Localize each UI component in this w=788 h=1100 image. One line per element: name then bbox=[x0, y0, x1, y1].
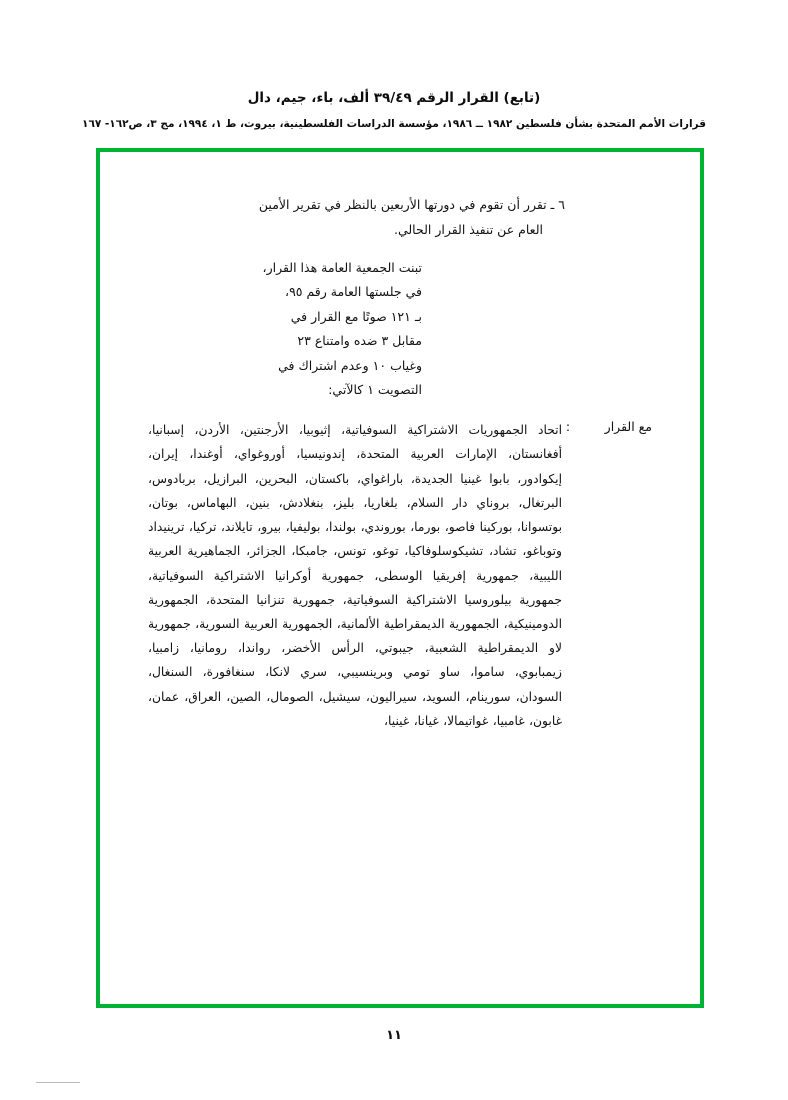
content-frame-inner bbox=[100, 152, 700, 1004]
vote-in-favor-section bbox=[140, 418, 660, 733]
clause-six-line-1: ٦ ـ تقرر أن تقوم في دورتها الأربعين بالنظر في تقرير الأمين bbox=[258, 197, 565, 212]
adoption-line: تبنت الجمعية العامة هذا القرار، bbox=[262, 260, 422, 275]
adoption-line: بـ ١٢١ صوتًا مع القرار في bbox=[290, 308, 422, 324]
document-source-citation: قرارات الأمم المتحدة بشأن فلسطين ١٩٨٢ ــ ١٩٨٦، مؤسسة الدراسات الفلسطينية، بيروت، ط ١، ١٩٩٤، مج ٣، ص١٦٢- ١٦٧ bbox=[82, 118, 706, 131]
bottom-rule-divider bbox=[36, 1082, 80, 1083]
vote-in-favor-country-list: اتحاد الجمهوريات الاشتراكية السوفياتية، إثيوبيا، الأرجنتين، الأردن، إسبانيا، أفغانستان، الإمارات العربية المتحدة، إندونيسيا، أوروغواي، أوغندا، إيران، إيكوادور، بابوا غينيا الجديدة، باراغواي، باكستان، البحرين، البرازيل، بربادوس، البرتغال، بروناي دار السلام، بلغاريا، بليز، بنغلادش، بنين، البهاماس، بوتان، بوتسوانا، بوركينا فاصو، بورما، بوروندي، بولندا، بوليفيا، بيرو، تايلاند، تركيا، ترينيداد وتوباغو، تشاد، تشيكوسلوفاكيا، توغو، تونس، جامبكا، الجزائر، الجماهيرية العربية الليبية، جمهورية إفريقيا الوسطى، جمهورية أوكرانيا الاشتراكية السوفياتية، جمهورية بيلوروسيا الاشتراكية السوفياتية، جمهورية تنزانيا المتحدة، الجمهورية الدومينيكية، الجمهورية الديمقراطية الألمانية، الجمهورية العربية السورية، جمهورية لاو الديمقراطية الشعبية، جيبوتي، الرأس الأخضر، رواندا، رومانيا، زامبيا، زيمبابوي، ساموا، ساو تومي وبرينسيبي، سري لانكا، سنغافورة، السنغال، السودان، سورينام، السويد، سيراليون، سيشيل، الصومال، الصين، العراق، عمان، غابون، غامبيا، غواتيمالا، غيانا، غينيا، bbox=[148, 423, 562, 728]
adoption-line: في جلستها العامة رقم ٩٥، bbox=[285, 284, 422, 300]
clause-six bbox=[235, 192, 565, 242]
adoption-line: مقابل ٣ ضده وامتناع ٢٣ bbox=[297, 333, 422, 349]
adoption-line: التصويت ١ كالآتي: bbox=[328, 381, 422, 397]
page-header bbox=[0, 0, 788, 133]
document-title: (تابع) القرار الرقم ٣٩/٤٩ ألف، باء، جيم، دال bbox=[247, 90, 541, 106]
adoption-note bbox=[262, 256, 422, 402]
content-frame bbox=[96, 148, 704, 1008]
clause-six-line-2: العام عن تنفيذ القرار الحالي. bbox=[393, 222, 543, 237]
adoption-line: وغياب ١٠ وعدم اشتراك في bbox=[278, 357, 422, 373]
vote-label-colon: : bbox=[565, 419, 571, 435]
page-number: ١١ bbox=[386, 1028, 402, 1043]
vote-in-favor-label: مع القرار bbox=[604, 419, 652, 435]
